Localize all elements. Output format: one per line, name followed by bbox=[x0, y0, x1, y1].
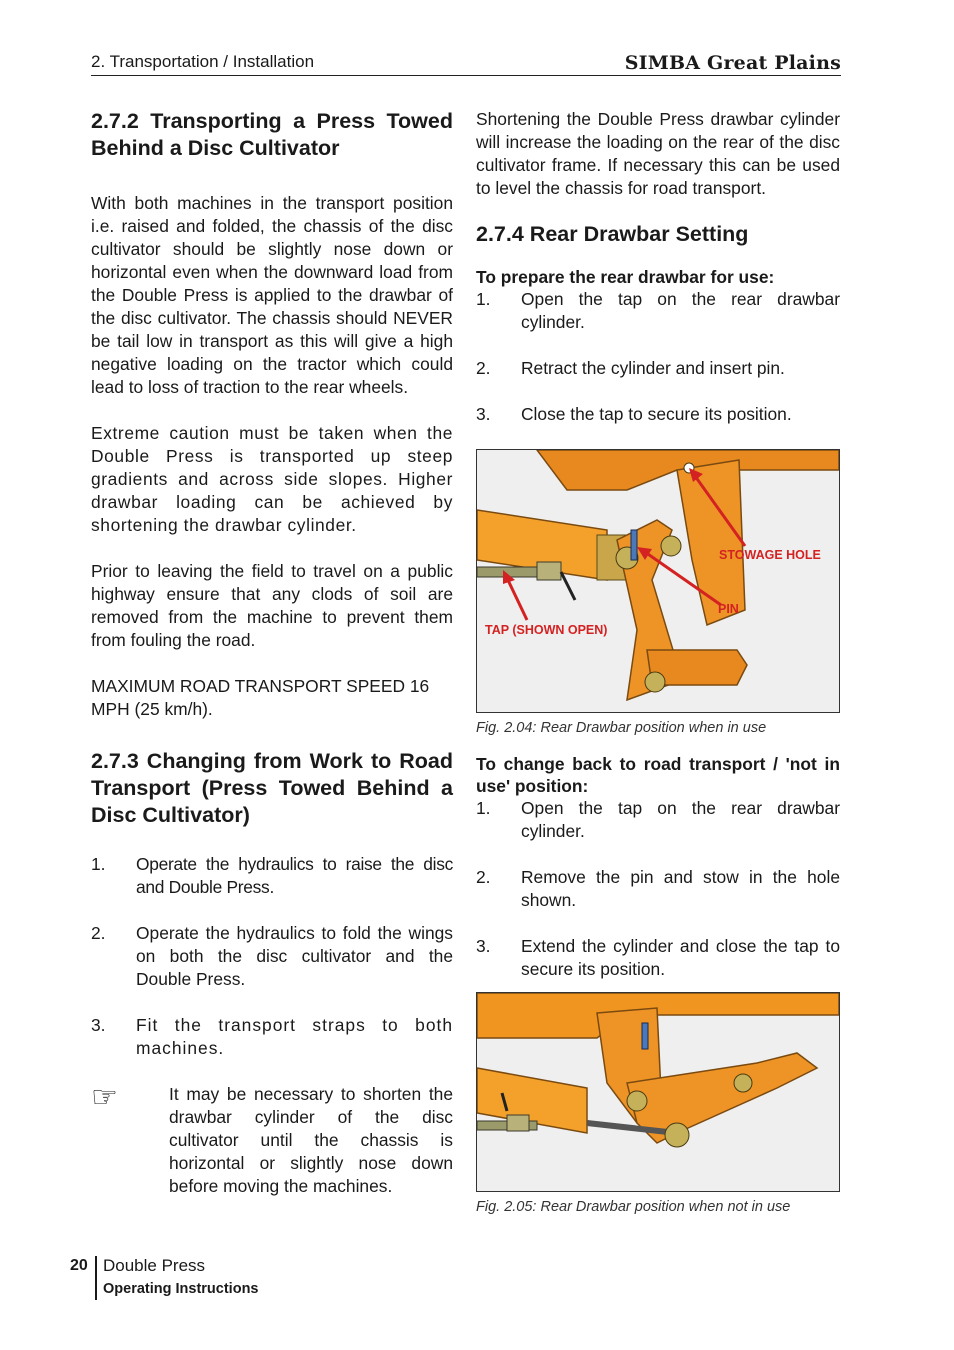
label-stowage-hole: STOWAGE HOLE bbox=[719, 548, 821, 562]
list-number: 2. bbox=[476, 867, 491, 887]
list-number: 3. bbox=[476, 404, 491, 424]
right-column bbox=[476, 108, 840, 1216]
brand-logo-text: SIMBA Great Plains bbox=[624, 52, 841, 74]
heading-2-7-3: 2.7.3 Changing from Work to Road Transport (Press Towed Behind a Disc Cultivator) bbox=[91, 749, 453, 827]
list-number: 1. bbox=[91, 854, 106, 874]
list-item bbox=[476, 935, 840, 981]
paragraph-max-speed: MAXIMUM ROAD TRANSPORT SPEED 16 MPH (25 km/h). bbox=[91, 676, 430, 719]
figure-caption-2-05: Fig. 2.05: Rear Drawbar position when not in use bbox=[476, 1199, 791, 1215]
heading-2-7-4: 2.7.4 Rear Drawbar Setting bbox=[476, 222, 749, 246]
label-tap-shown-open: TAP (SHOWN OPEN) bbox=[485, 623, 608, 637]
paragraph-public-highway: Prior to leaving the field to travel on a public highway ensure that any clods of soil are removed from the machine to prevent them from fouling the road. bbox=[91, 561, 453, 650]
list-number: 3. bbox=[476, 936, 491, 956]
footer-subtitle: Operating Instructions bbox=[103, 1281, 259, 1297]
drawbar-in-use-illustration bbox=[477, 450, 839, 712]
list-text: Fit the transport straps to both machines. bbox=[136, 1015, 453, 1058]
list-number: 3. bbox=[91, 1015, 106, 1035]
heading-2-7-2: 2.7.2 Transporting a Press Towed Behind a Disc Cultivator bbox=[91, 109, 453, 160]
figure-drawbar-in-use bbox=[476, 449, 840, 713]
paragraph-transport-position: With both machines in the transport position i.e. raised and folded, the chassis of the disc cultivator should be slightly nose down or horizontal even when the downward load from the Double Press is applied to the drawbar of the disc cultivator. The chassis should NEVER be tail low in transport as this will give a high negative loading on the tractor which could lead to loss of traction to the rear wheels. bbox=[91, 193, 453, 397]
figure-caption-2-04: Fig. 2.04: Rear Drawbar position when in use bbox=[476, 720, 767, 736]
list-item bbox=[476, 357, 840, 380]
left-column bbox=[91, 108, 453, 1198]
subheading-change-back: To change back to road transport / 'not in use' position: bbox=[476, 754, 840, 796]
list-text: Open the tap on the rear drawbar cylinder. bbox=[521, 289, 840, 332]
paragraph-extreme-caution: Extreme caution must be taken when the Double Press is transported up steep gradients and across side slopes. Higher drawbar loading can be achieved by shortening the drawbar cylinder. bbox=[91, 423, 453, 535]
figure-drawbar-not-in-use bbox=[476, 992, 840, 1192]
footer-divider bbox=[95, 1256, 97, 1300]
subheading-prepare: To prepare the rear drawbar for use: bbox=[476, 267, 775, 287]
list-item bbox=[91, 853, 453, 899]
list-text: Open the tap on the rear drawbar cylinder. bbox=[521, 798, 840, 841]
list-text: Retract the cylinder and insert pin. bbox=[521, 358, 785, 378]
page-number: 20 bbox=[70, 1257, 88, 1274]
footer-title: Double Press bbox=[103, 1256, 206, 1275]
list-text: Operate the hydraulics to raise the disc and Double Press. bbox=[136, 854, 453, 897]
note-block bbox=[91, 1083, 453, 1198]
header-rule bbox=[91, 75, 841, 76]
note-text: It may be necessary to shorten the drawbar cylinder of the disc cultivator until the chassis is horizontal or slightly nose down before moving the machines. bbox=[169, 1084, 453, 1196]
list-number: 1. bbox=[476, 798, 491, 818]
list-number: 2. bbox=[476, 358, 491, 378]
list-item bbox=[476, 288, 840, 334]
drawbar-not-in-use-illustration bbox=[477, 993, 839, 1191]
list-item bbox=[476, 866, 840, 912]
pointing-hand-icon: ☞ bbox=[91, 1081, 118, 1114]
list-item bbox=[476, 797, 840, 843]
list-item bbox=[91, 922, 453, 991]
list-item bbox=[476, 403, 840, 426]
list-text: Remove the pin and stow in the hole shown. bbox=[521, 867, 840, 910]
list-text: Extend the cylinder and close the tap to secure its position. bbox=[521, 936, 840, 979]
list-text: Operate the hydraulics to fold the wings on both the disc cultivator and the Double Press. bbox=[136, 923, 453, 989]
list-number: 2. bbox=[91, 923, 106, 943]
paragraph-shortening: Shortening the Double Press drawbar cylinder will increase the loading on the rear of the disc cultivator frame. If necessary this can be used to level the chassis for road transport. bbox=[476, 109, 840, 198]
label-pin: PIN bbox=[718, 602, 739, 616]
list-item bbox=[91, 1014, 453, 1060]
running-header-section: 2. Transportation / Installation bbox=[91, 52, 315, 71]
list-text: Close the tap to secure its position. bbox=[521, 404, 792, 424]
list-number: 1. bbox=[476, 289, 491, 309]
